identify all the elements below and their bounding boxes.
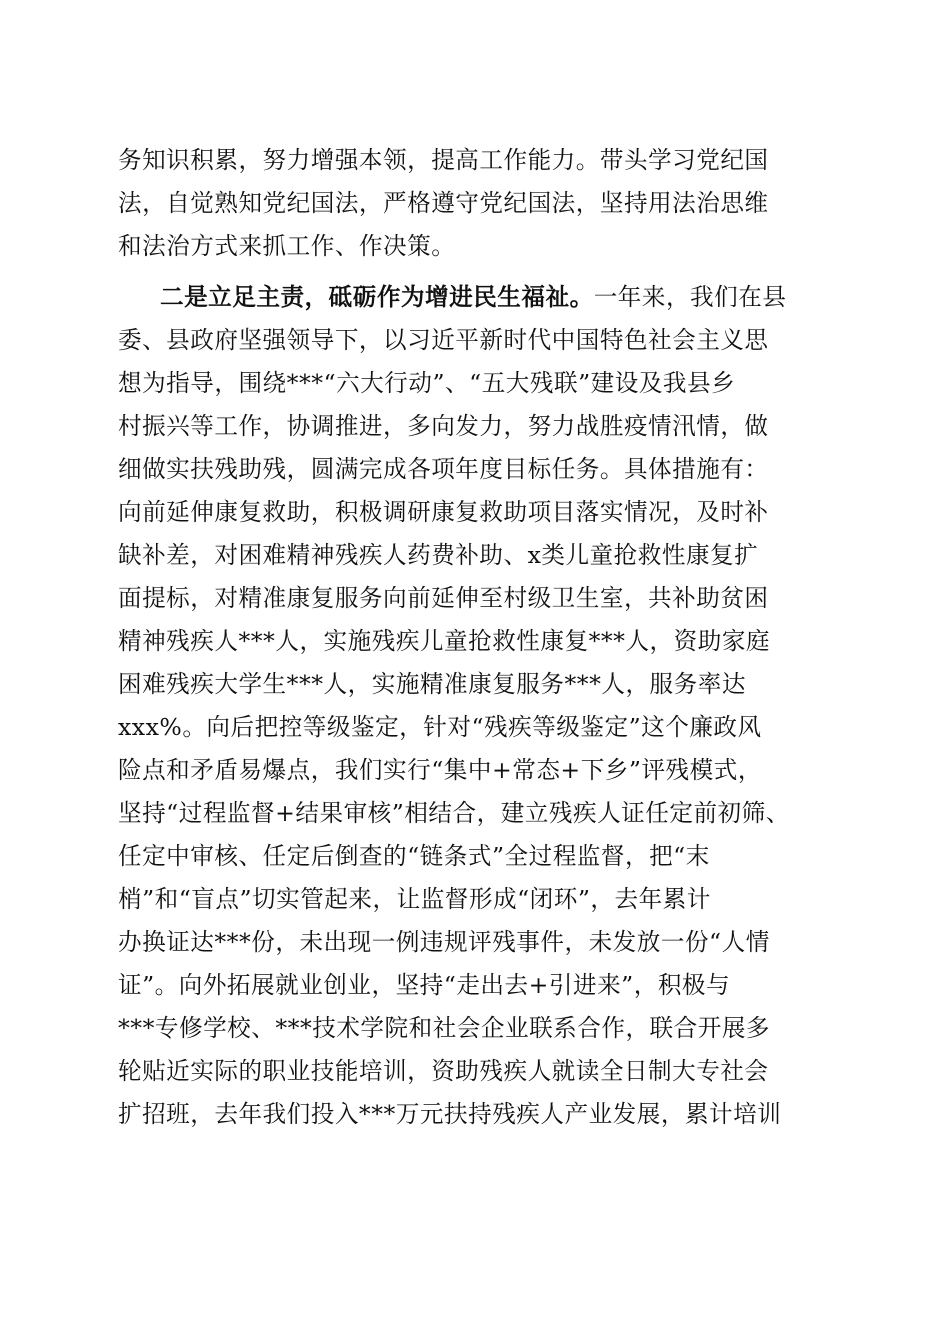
paragraph-line: 细做实扶残助残，圆满完成各项年度目标任务。具体措施有： xyxy=(118,455,769,483)
paragraph-line: 法，自觉熟知党纪国法，严格遵守党纪国法，坚持用法治思维 xyxy=(118,189,769,217)
paragraph-line: xxx%。向后把控等级鉴定，针对“残疾等级鉴定”这个廉政风 xyxy=(118,713,762,741)
paragraph-line: 村振兴等工作，协调推进，多向发力，努力战胜疫情汛情，做 xyxy=(118,412,769,440)
paragraph-line: 委、县政府坚强领导下，以习近平新时代中国特色社会主义思 xyxy=(118,326,769,354)
paragraph-line: 梢”和“盲点”切实管起来，让监督形成“闭环”，去年累计 xyxy=(118,885,711,913)
paragraph-line: 困难残疾大学生***人，实施精准康复服务***人，服务率达 xyxy=(118,670,746,698)
paragraph-line: ***专修学校、***技术学院和社会企业联系合作，联合开展多 xyxy=(118,1014,771,1042)
paragraph-line: 证”。向外拓展就业创业，坚持“走出去+引进来”，积极与 xyxy=(118,971,731,999)
paragraph-line: 任定中审核、任定后倒查的“链条式”全过程监督，把“末 xyxy=(118,842,710,870)
paragraph-line: 坚持“过程监督+结果审核”相结合，建立残疾人证任定前初筛、 xyxy=(118,799,790,827)
paragraph-line: 办换证达***份，未出现一例违规评残事件，未发放一份“人情 xyxy=(118,928,770,956)
paragraph-line: 扩招班，去年我们投入***万元扶持残疾人产业发展，累计培训 xyxy=(118,1100,782,1128)
paragraph-line: 缺补差，对困难精神残疾人药费补助、x类儿童抢救性康复扩 xyxy=(118,541,759,569)
paragraph-line: 面提标，对精准康复服务向前延伸至村级卫生室，共补助贫困 xyxy=(118,584,769,612)
paragraph-text: 一年来，我们在县 xyxy=(593,283,787,311)
paragraph-line: 精神残疾人***人，实施残疾儿童抢救性康复***人，资助家庭 xyxy=(118,627,771,655)
paragraph-line: 和法治方式来抓工作、作决策。 xyxy=(118,232,456,260)
paragraph-line: 向前延伸康复救助，积极调研康复救助项目落实情况，及时补 xyxy=(118,498,769,526)
section-heading: 二是立足主责，砥砺作为增进民生福祉。 xyxy=(160,283,594,311)
paragraph-line: 险点和矛盾易爆点，我们实行“集中+常态+下乡”评残模式， xyxy=(118,756,762,784)
paragraph-first-line xyxy=(160,277,880,317)
paragraph-line: 务知识积累，努力增强本领，提高工作能力。带头学习党纪国 xyxy=(118,146,769,174)
paragraph-line: 轮贴近实际的职业技能培训，资助残疾人就读全日制大专社会 xyxy=(118,1057,769,1085)
paragraph-line: 想为指导，围绕***“六大行动”、“五大残联”建设及我县乡 xyxy=(118,369,736,397)
